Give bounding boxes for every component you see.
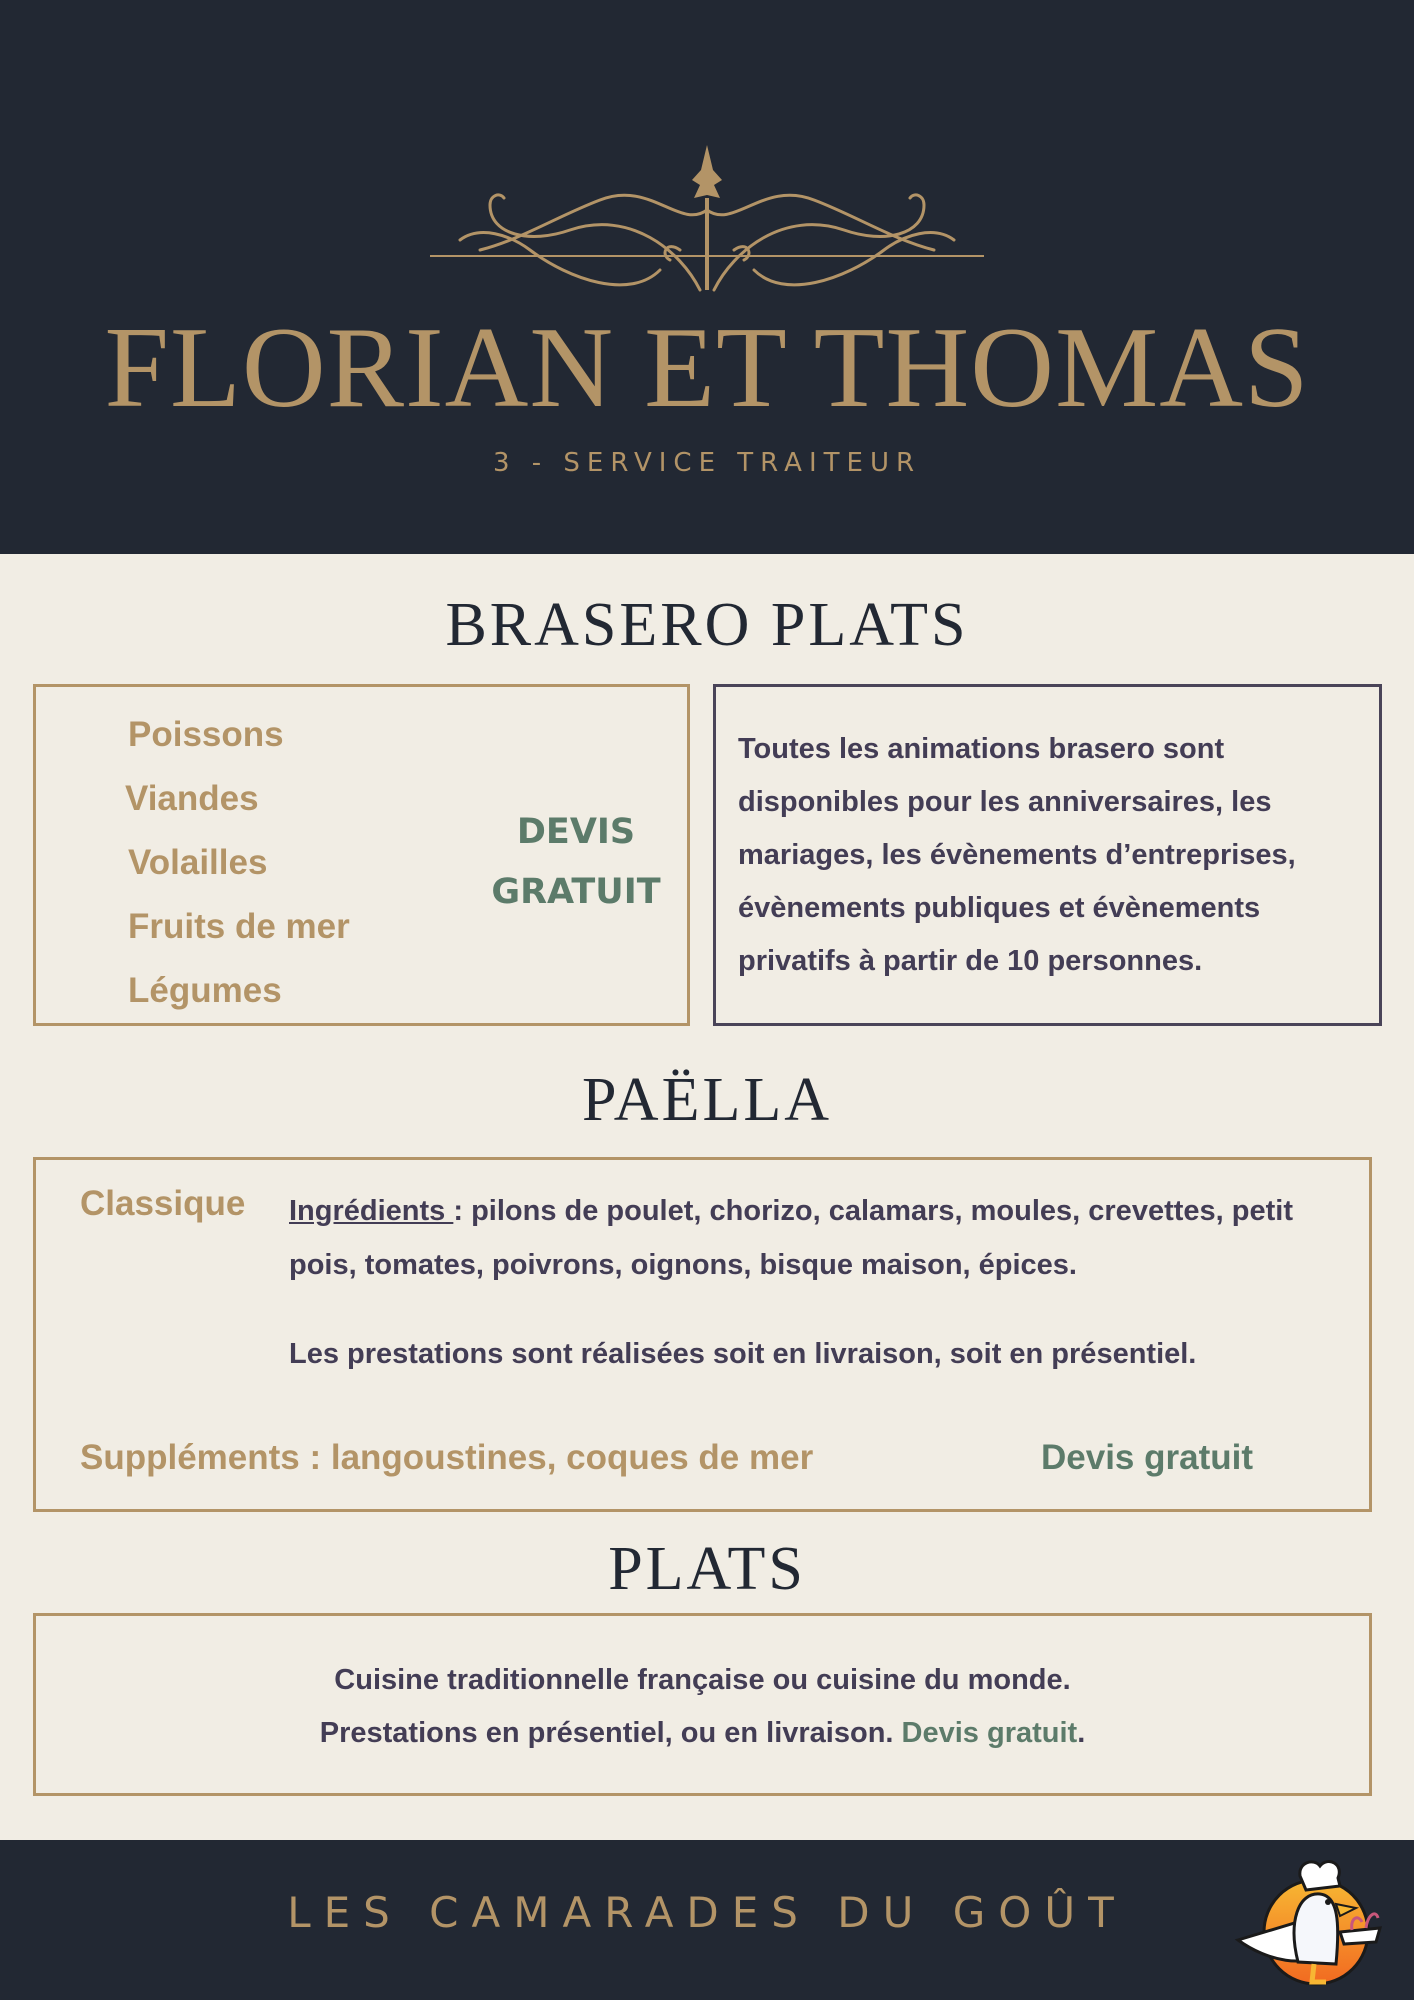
plats-line-2 <box>36 1707 1369 1760</box>
brasero-item: Volailles <box>128 843 268 882</box>
paella-devis: Devis gratuit <box>1041 1438 1253 1477</box>
brasero-info-box <box>713 684 1382 1026</box>
brasero-item: Légumes <box>128 971 282 1010</box>
devis-line: DEVIS <box>516 812 636 852</box>
paella-variant-label: Classique <box>80 1184 246 1223</box>
brasero-item: Viandes <box>125 779 259 818</box>
paella-delivery-note: Les prestations sont réalisées soit en livraison, soit en présentiel. <box>289 1338 1197 1370</box>
brasero-devis-badge <box>431 802 721 922</box>
ingredients-label: Ingrédients <box>289 1195 454 1227</box>
gratuit-line: GRATUIT <box>491 872 661 912</box>
plats-box <box>33 1613 1372 1796</box>
chef-seagull-mascot-icon <box>1228 1852 1388 1992</box>
plats-devis: Devis gratuit <box>901 1717 1078 1749</box>
footer-brand-text: LES CAMARADES DU GOÛT <box>287 1888 1127 1937</box>
plats-line-2-end: . <box>1077 1717 1086 1749</box>
header-banner <box>0 0 1414 554</box>
footer-banner <box>0 1840 1414 2000</box>
brasero-item-list <box>125 703 350 1023</box>
brand-title: FLORIAN ET THOMAS <box>104 304 1310 432</box>
flourish-ornament-icon <box>430 140 984 300</box>
paella-supplements: Suppléments : langoustines, coques de mer <box>80 1438 814 1477</box>
brand-subtitle: 3 - SERVICE TRAITEUR <box>492 448 922 478</box>
brasero-item: Fruits de mer <box>128 907 350 946</box>
plats-line-2-text: Prestations en présentiel, ou en livraison. <box>319 1717 902 1749</box>
ingredients-text: : pilons de poulet, chorizo, calamars, moules, crevettes, petit pois, tomates, poivrons, oignons, bisque maison, épices. <box>289 1195 1293 1281</box>
brasero-info-text: Toutes les animations brasero sont disponibles pour les anniversaires, les mariages, les évènements d’entreprises, évènements publiques et évènements privatifs à partir de 10 personnes. <box>738 733 1296 977</box>
plats-line-1: Cuisine traditionnelle française ou cuisine du monde. <box>334 1664 1071 1696</box>
brasero-items-box <box>33 684 690 1026</box>
paella-ingredients <box>289 1184 1329 1292</box>
paella-box <box>33 1157 1372 1512</box>
section-title-brasero: BRASERO PLATS <box>445 591 969 659</box>
section-title-plats: PLATS <box>608 1535 806 1603</box>
brasero-item: Poissons <box>128 715 284 754</box>
plats-description <box>36 1654 1369 1760</box>
section-title-paella: PAËLLA <box>582 1066 832 1134</box>
